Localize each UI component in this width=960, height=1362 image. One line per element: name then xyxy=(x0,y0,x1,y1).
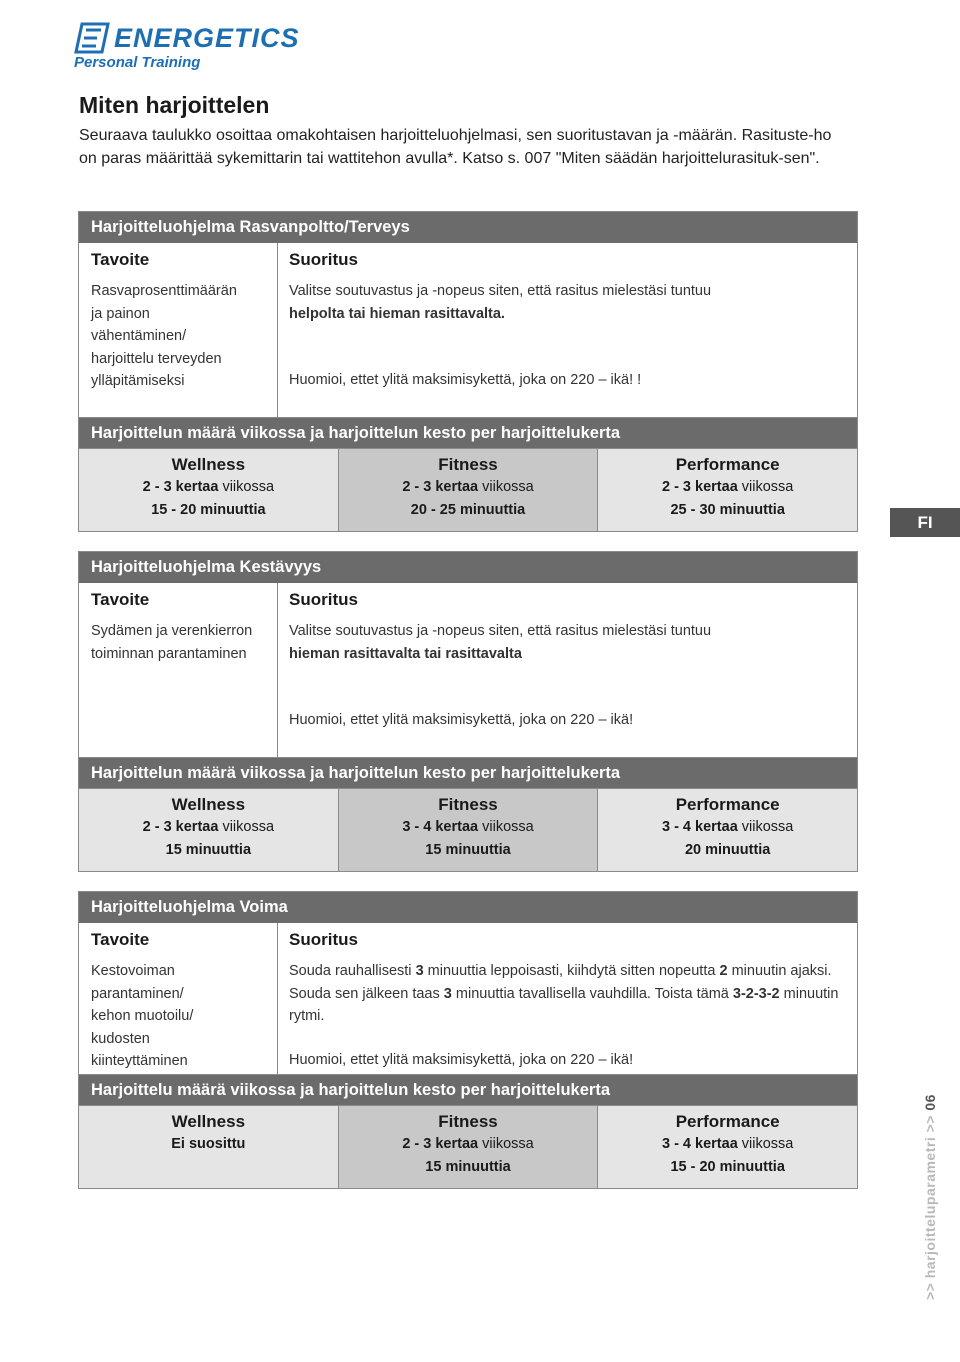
frequency-title: Harjoittelun määrä viikossa ja harjoittelun kesto per harjoittelukerta xyxy=(79,417,857,448)
performance-intensity: hieman rasittavalta tai rasittavalta xyxy=(289,645,522,662)
goal-line: parantaminen/ xyxy=(91,985,184,1002)
goal-column xyxy=(79,923,278,1074)
performance-heading: Suoritus xyxy=(289,930,358,949)
goal-line: Rasvaprosenttimäärän xyxy=(91,283,237,299)
goal-column xyxy=(79,583,278,757)
frequency-title: Harjoittelun määrä viikossa ja harjoittelun kesto per harjoittelukerta xyxy=(79,757,857,788)
level-duration: 20 minuuttia xyxy=(684,842,771,858)
program-details xyxy=(79,243,857,417)
performance-intensity: helpolta tai hieman rasittavalta. xyxy=(289,305,505,322)
performance-instruction: Valitse soutuvastus ja -nopeus siten, että rasitus mielestäsi tuntuu xyxy=(289,283,712,299)
goal-line: ylläpitämiseksi xyxy=(91,373,185,390)
goal-line: kehon muotoilu/ xyxy=(91,1008,194,1025)
program-details xyxy=(79,923,857,1074)
performance-heading: Suoritus xyxy=(289,250,358,269)
performance-text: Souda rauhallisesti 3 minuuttia leppoisasti, kiihdytä sitten nopeutta 2 minuutin ajaksi. Souda sen jälkeen taas 3 minuuttia tavallisella vauhdilla. Toista tämä 3-2-3-2 minuutin rytmi. xyxy=(289,963,839,1025)
goal-heading: Tavoite xyxy=(91,930,150,949)
language-tab: FI xyxy=(890,508,960,537)
side-label-text: >> harjoitteluparametri >> xyxy=(922,1115,938,1300)
level-times: 2 - 3 kertaa viikossa xyxy=(142,819,275,835)
frequency-table xyxy=(79,788,857,871)
goal-heading: Tavoite xyxy=(91,250,150,269)
page-title: Miten harjoittelen xyxy=(79,92,270,118)
program-endurance xyxy=(78,551,858,872)
level-duration: 20 - 25 minuuttia xyxy=(410,502,526,518)
goal-line: toiminnan parantaminen xyxy=(91,645,247,662)
program-details xyxy=(79,583,857,757)
performance-instruction: Valitse soutuvastus ja -nopeus siten, että rasitus mielestäsi tuntuu xyxy=(289,623,712,639)
frequency-title: Harjoittelu määrä viikossa ja harjoittelun kesto per harjoittelukerta xyxy=(79,1074,857,1105)
goal-text xyxy=(91,960,271,1073)
brand-name: ENERGETICS xyxy=(114,23,300,53)
level-times: 3 - 4 kertaa viikossa xyxy=(402,819,534,835)
goal-line: Sydämen ja verenkierron xyxy=(91,623,253,639)
level-wellness xyxy=(79,449,339,531)
level-duration: 15 minuuttia xyxy=(425,842,511,858)
program-fat-burning xyxy=(78,211,858,532)
page-number: 06 xyxy=(922,1094,938,1111)
level-duration: 15 - 20 minuuttia xyxy=(670,1159,785,1175)
performance-text xyxy=(289,280,849,325)
brand-logo xyxy=(74,20,314,72)
level-fitness xyxy=(339,789,599,871)
level-duration: 15 minuuttia xyxy=(165,842,252,858)
frequency-table xyxy=(79,1105,857,1188)
level-times: 2 - 3 kertaa viikossa xyxy=(402,479,534,495)
heart-rate-note: Huomioi, ettet ylitä maksimisykettä, joka on 220 – ikä! xyxy=(289,712,634,728)
level-name: Wellness xyxy=(171,795,246,814)
level-name: Performance xyxy=(675,455,780,474)
level-wellness xyxy=(79,789,339,871)
goal-line: harjoittelu terveyden xyxy=(91,350,222,367)
level-times: 3 - 4 kertaa viikossa xyxy=(661,819,794,835)
level-name: Fitness xyxy=(438,455,498,474)
level-performance xyxy=(598,449,857,531)
performance-heading: Suoritus xyxy=(289,590,358,609)
frequency-table xyxy=(79,448,857,531)
level-duration: 25 - 30 minuuttia xyxy=(670,502,785,518)
program-title: Harjoitteluohjelma Rasvanpoltto/Terveys xyxy=(79,212,857,243)
heart-rate-note: Huomioi, ettet ylitä maksimisykettä, joka on 220 – ikä! xyxy=(289,1052,634,1068)
goal-line: kudosten xyxy=(91,1030,150,1047)
level-name: Fitness xyxy=(438,795,498,814)
goal-heading: Tavoite xyxy=(91,590,150,609)
heart-rate-note: Huomioi, ettet ylitä maksimisykettä, joka on 220 – ikä! ! xyxy=(289,372,642,388)
program-title: Harjoitteluohjelma Kestävyys xyxy=(79,552,857,583)
level-fitness xyxy=(339,1106,599,1188)
level-name: Wellness xyxy=(171,455,246,474)
level-times: Ei suosittu xyxy=(171,1136,246,1152)
goal-line: Kestovoiman xyxy=(91,963,175,979)
level-name: Fitness xyxy=(438,1112,498,1131)
level-duration: 15 minuuttia xyxy=(425,1159,511,1175)
side-section-label xyxy=(922,1094,938,1300)
program-title: Harjoitteluohjelma Voima xyxy=(79,892,857,923)
level-times: 2 - 3 kertaa viikossa xyxy=(661,479,794,495)
level-duration: 15 - 20 minuuttia xyxy=(151,502,266,518)
level-performance xyxy=(598,1106,857,1188)
goal-line: vähentäminen/ xyxy=(91,328,187,345)
goal-text xyxy=(91,620,271,665)
goal-column xyxy=(79,243,278,417)
goal-line: kiinteyttäminen xyxy=(91,1053,188,1070)
level-times: 3 - 4 kertaa viikossa xyxy=(661,1136,794,1152)
performance-text xyxy=(289,620,849,665)
level-name: Performance xyxy=(675,795,780,814)
level-performance xyxy=(598,789,857,871)
level-times: 2 - 3 kertaa viikossa xyxy=(142,479,275,495)
level-name: Performance xyxy=(675,1112,780,1131)
level-name: Wellness xyxy=(171,1112,246,1131)
energetics-logo-icon xyxy=(74,22,110,54)
level-times: 2 - 3 kertaa viikossa xyxy=(402,1136,534,1152)
goal-text xyxy=(91,280,271,393)
level-fitness xyxy=(339,449,599,531)
program-strength xyxy=(78,891,858,1189)
intro-paragraph: Seuraava taulukko osoittaa omakohtaisen harjoitteluohjelmasi, sen suoritustavan ja -määrän. Rasituste-ho on paras määrittää sykemittarin tai wattitehon avulla*. Katso s. 007 "Miten säädän harjoittelurasituk-sen". xyxy=(79,127,832,167)
goal-line: ja painon xyxy=(91,305,150,322)
brand-tagline: Personal Training xyxy=(74,54,201,71)
level-wellness xyxy=(79,1106,339,1188)
